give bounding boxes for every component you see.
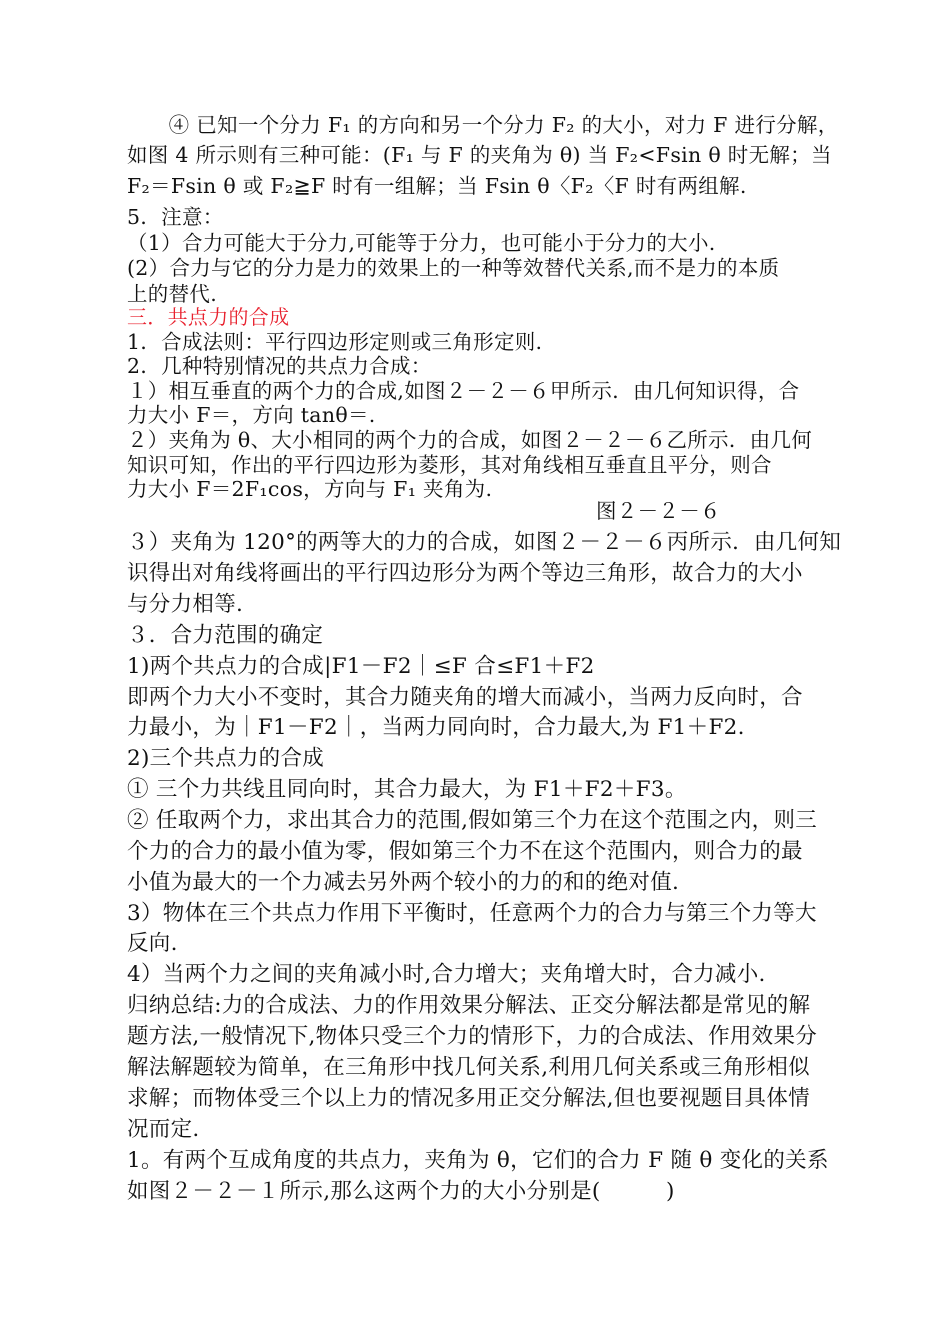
text-line: 题方法,一般情况下,物体只受三个力的情形下，力的合成法、作用效果分 bbox=[127, 1024, 818, 1049]
text-line: 2)三个共点力的合成 bbox=[127, 746, 325, 771]
text-line: 1。有两个互成角度的共点力，夹角为 θ，它们的合力 F 随 θ 变化的关系 bbox=[127, 1148, 829, 1173]
text-line: 上的替代. bbox=[127, 282, 218, 306]
text-line: 4）当两个力之间的夹角减小时,合力增大；夹角增大时，合力减小. bbox=[127, 962, 766, 987]
text-line: ３．合力范围的确定 bbox=[127, 623, 324, 648]
text-line: 1)两个共点力的合成|F1－F2｜≤F 合≤F1＋F2 bbox=[127, 654, 595, 679]
section-heading: 三．共点力的合成 bbox=[127, 305, 290, 329]
text-line: ２）夹角为 θ、大小相同的两个力的合成，如图２－２－６乙所示．由几何 bbox=[127, 428, 813, 452]
text-line: 力最小，为｜F1－F2｜，当两力同向时，合力最大,为 F1＋F2. bbox=[127, 715, 745, 740]
text-line: １）相互垂直的两个力的合成,如图２－２－６甲所示．由几何知识得，合 bbox=[127, 379, 800, 403]
text-line: 知识可知，作出的平行四边形为菱形，其对角线相互垂直且平分，则合 bbox=[127, 453, 772, 477]
text-line: 个力的合力的最小值为零，假如第三个力不在这个范围内，则合力的最 bbox=[127, 839, 803, 864]
text-line: 反向. bbox=[127, 931, 178, 956]
text-line: 5．注意： bbox=[127, 205, 224, 229]
text-line: 解法解题较为简单，在三角形中找几何关系,利用几何关系或三角形相似 bbox=[127, 1055, 810, 1080]
text-line: 力大小 F＝，方向 tanθ＝. bbox=[127, 403, 376, 427]
text-line: 求解；而物体受三个以上力的情况多用正交分解法,但也要视题目具体情 bbox=[127, 1086, 810, 1111]
text-line: 3）物体在三个共点力作用下平衡时，任意两个力的合力与第三个力等大 bbox=[127, 901, 817, 926]
text-line: 与分力相等. bbox=[127, 592, 244, 617]
text-line: (2）合力与它的分力是力的效果上的一种等效替代关系,而不是力的本质 bbox=[127, 256, 780, 280]
text-line: 况而定. bbox=[127, 1117, 200, 1142]
text-line: 如图 4 所示则有三种可能：(F₁ 与 F 的夹角为 θ) 当 F₂<Fsin θ 时无解；当 bbox=[127, 143, 832, 167]
text-line: ② 任取两个力，求出其合力的范围,假如第三个力在这个范围之内，则三 bbox=[127, 808, 818, 833]
text-line: F₂＝Fsin θ 或 F₂≧F 时有一组解；当 Fsin θ〈F₂〈F 时有两组解. bbox=[127, 174, 747, 198]
text-line: ３）夹角为 120°的两等大的力的合成，如图２－２－６丙所示．由几何知 bbox=[127, 530, 842, 555]
text-line: 力大小 F＝2F₁cos，方向与 F₁ 夹角为. bbox=[127, 477, 493, 501]
text-line: 2．几种特别情况的共点力合成： bbox=[127, 354, 432, 378]
figure-caption: 图２－２－６ bbox=[596, 499, 721, 523]
text-line: ④ 已知一个分力 F₁ 的方向和另一个分力 F₂ 的大小，对力 F 进行分解， bbox=[127, 113, 839, 137]
text-line: ① 三个力共线且同向时，其合力最大，为 F1＋F2＋F3。 bbox=[127, 777, 687, 802]
text-line: 归纳总结:力的合成法、力的作用效果分解法、正交分解法都是常见的解 bbox=[127, 993, 811, 1018]
text-line: 1．合成法则：平行四边形定则或三角形定则. bbox=[127, 330, 543, 354]
text-line: 小值为最大的一个力减去另外两个较小的力的和的绝对值. bbox=[127, 870, 680, 895]
text-line: （1）合力可能大于分力,可能等于分力，也可能小于分力的大小. bbox=[127, 231, 716, 255]
text-line: 如图２－２－１所示,那么这两个力的大小分别是( ) bbox=[127, 1179, 675, 1204]
text-line: 识得出对角线将画出的平行四边形分为两个等边三角形，故合力的大小 bbox=[127, 561, 803, 586]
text-line: 即两个力大小不变时，其合力随夹角的增大而减小，当两力反向时，合 bbox=[127, 685, 803, 710]
